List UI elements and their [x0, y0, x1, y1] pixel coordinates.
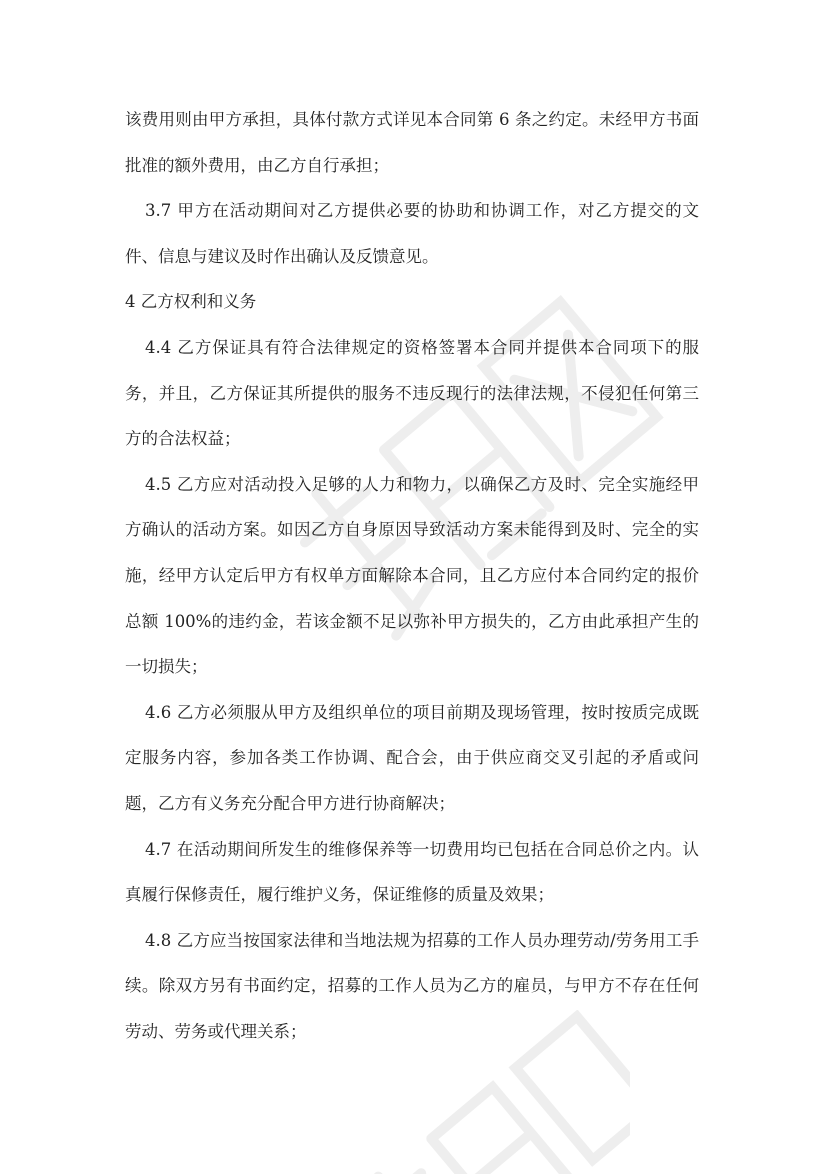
paragraph-4-7: 4.7 在活动期间所发生的维修保养等一切费用均已包括在合同总价之内。认真履行保修责任，履行维护义务，保证维修的质量及效果；	[125, 839, 699, 905]
paragraph-3-7: 3.7 甲方在活动期间对乙方提供必要的协助和协调工作，对乙方提交的文件、信息与建议及时作出确认及反馈意见。	[125, 201, 699, 266]
paragraph-4-6: 4.6 乙方必须服从甲方及组织单位的项目前期及现场管理，按时按质完成既定服务内容，参加各类工作协调、配合会，由于供应商交叉引起的矛盾或问题，乙方有义务充分配合甲方进行协商解决；	[125, 702, 699, 813]
paragraph-4-5: 4.5 乙方应对活动投入足够的人力和物力，以确保乙方及时、完全实施经甲方确认的活动方案。如因乙方自身原因导致活动方案未能得到及时、完全的实施，经甲方认定后甲方有权单方面解除本合同，且乙方应付本合同约定的报价总额 100%的违约金，若该金额不足以弥补甲方损失的，乙方由此承担产生的一切损失；	[125, 474, 699, 677]
paragraph-payment-terms: 该费用则由甲方承担，具体付款方式详见本合同第 6 条之约定。未经甲方书面批准的额外费用，由乙方自行承担；	[125, 110, 699, 175]
section-heading-4: 4 乙方权利和义务	[125, 292, 257, 312]
contract-body	[125, 97, 699, 1054]
paragraph-4-8: 4.8 乙方应当按国家法律和当地法规为招募的工作人员办理劳动/劳务用工手续。除双方另有书面约定，招募的工作人员为乙方的雇员，与甲方不存在任何劳动、劳务或代理关系；	[125, 930, 699, 1041]
paragraph-4-4: 4.4 乙方保证具有符合法律规定的资格签署本合同并提供本合同项下的服务，并且，乙方保证其所提供的服务不违反现行的法律法规，不侵犯任何第三方的合法权益；	[125, 337, 699, 449]
